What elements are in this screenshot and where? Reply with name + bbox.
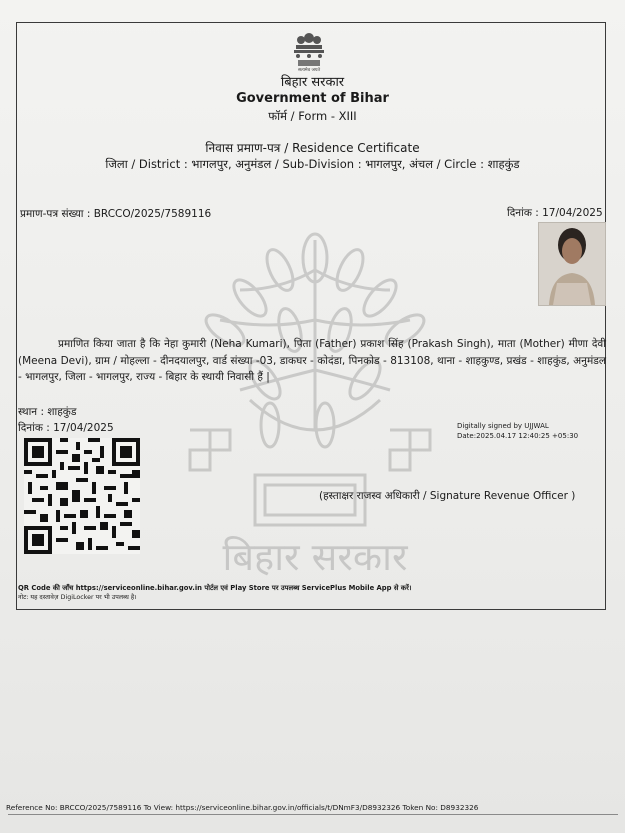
watermark-text: बिहार सरकार (222, 535, 408, 579)
applicant-photo (538, 222, 606, 306)
bihar-emblem-watermark (180, 230, 450, 590)
certificate-date: दिनांक : 17/04/2025 (507, 207, 603, 219)
digilocker-note: नोट: यह दस्तावेज़ DigiLocker पर भी उपलब्ध है। (18, 594, 137, 601)
state-name-english: Government of Bihar (236, 91, 389, 106)
signature-label: (हस्ताक्षर राजस्व अधिकारी / Signature Revenue Officer ) (319, 490, 576, 502)
form-number: फॉर्म / Form - XIII (268, 109, 357, 123)
footer-reference: Reference No: BRCCO/2025/7589116 To View: https://serviceonline.bihar.gov.in/officials/t/DNmF3/D8932326 Token No: D8932326 (6, 803, 479, 812)
certificate-number: प्रमाण-पत्र संख्या : BRCCO/2025/7589116 (20, 208, 212, 220)
digital-signature-block (457, 421, 578, 441)
digital-sign-date: Date:2025.04.17 12:40:25 +05:30 (457, 432, 579, 440)
issue-date: दिनांक : 17/04/2025 (18, 422, 114, 434)
state-name-hindi: बिहार सरकार (280, 75, 345, 90)
footer-divider (8, 814, 618, 815)
certificate-body (18, 336, 606, 386)
digital-signer: Digitally signed by UJJWAL (457, 422, 549, 430)
certificate-title: निवास प्रमाण-पत्र / Residence Certificate (205, 141, 420, 155)
qr-code-icon[interactable] (24, 438, 140, 554)
certificate-body-text: प्रमाणित किया जाता है कि नेहा कुमारी (Neha Kumari), पिता (Father) प्रकाश सिंह (Prakash Singh), माता (Mother) मीणा देवी (Meena Devi), ग्राम / मोहल्ला - दीनदयालपुर, वार्ड संख्या -03, डाकघर - कोदंडा, पिनकोड - 813108, थाना - शाहकुण्ड, प्रखंड - शाहकुंड, अनुमंडल - भागलपुर, जिला - भागलपुर, राज्य - बिहार के स्थायी निवासी हैं | (18, 338, 606, 383)
issue-place: स्थान : शाहकुंड (18, 406, 77, 418)
state-emblem-icon (284, 24, 334, 72)
jurisdiction-line: जिला / District : भागलपुर, अनुमंडल / Sub-Division : भागलपुर, अंचल / Circle : शाहकुंड (105, 157, 520, 171)
emblem-motto: सत्यमेव जयते (297, 68, 321, 72)
qr-verification-note: QR Code की जाँच https://serviceonline.bihar.gov.in पोर्टल एवं Play Store पर उपलब्ध ServicePlus Mobile App से करें। (18, 584, 412, 592)
